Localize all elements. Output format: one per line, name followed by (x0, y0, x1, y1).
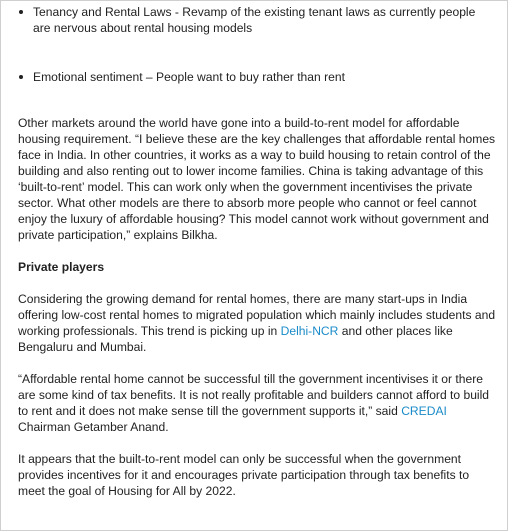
bullet-list (18, 4, 496, 85)
delhi-ncr-link[interactable]: Delhi-NCR (280, 324, 339, 338)
credai-link[interactable]: CREDAI (401, 404, 447, 418)
paragraph-start-ups (18, 291, 496, 355)
section-heading-private-players: Private players (18, 260, 105, 274)
paragraph-build-to-rent: Other markets around the world have gone into a build-to-rent model for affordable housing requirement. “I believe these are the key challenges that affordable rental homes face in India. In other countries, it works as a way to build housing to retain control of the building and also renting out to lower income families. China is taking advantage of this ‘built-to-rent’ model. This can work only when the government incentivises the private sector. What other models are there to absorb more people who cannot or feel cannot enjoy the luxury of affordable housing? This model cannot work without government and private participation,” explains Bilkha. (18, 116, 496, 242)
paragraph-credai-quote (18, 371, 496, 435)
article-body (18, 1, 496, 499)
paragraph-text: Considering the growing demand for rental homes, there are many start-ups in India offering low-cost rental homes to migrated population which mainly includes students and working professionals. This trend is picking up in (18, 292, 496, 338)
paragraph-conclusion: It appears that the built-to-rent model can only be successful when the government provides incentives for it and encourages private participation through tax benefits to meet the goal of Housing for All by 2022. (18, 452, 470, 498)
paragraph-text: and other places like Bengaluru and Mumbai. (18, 324, 453, 354)
bullet-item-tenancy-laws: Tenancy and Rental Laws - Revamp of the existing tenant laws as currently people are nervous about rental housing models (18, 4, 496, 36)
paragraph-text: “Affordable rental home cannot be successful till the government incentivises it or there are some kind of tax benefits. It is not really profitable and builders cannot afford to build to rent and it does not make sense till the government supports it,” said (18, 372, 490, 418)
paragraph-text: Chairman Getamber Anand. (18, 420, 169, 434)
bullet-item-emotional-sentiment: Emotional sentiment – People want to buy rather than rent (18, 69, 496, 85)
